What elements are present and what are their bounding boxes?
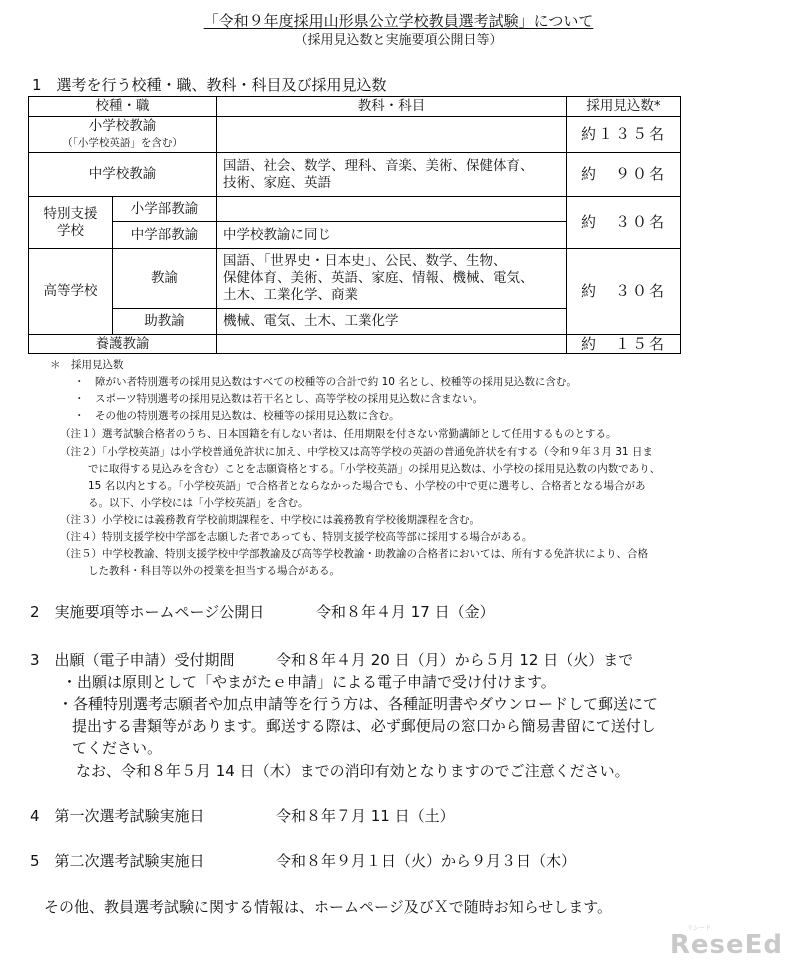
table-row-junior-high — [29, 153, 681, 197]
section3-bullet-2-line-1: ・各種特別選考志願者や加点申請等を行う方は、各種証明書やダウンロードして郵送にて — [58, 695, 659, 713]
cell-special-support-role-2: 中学部教諭 — [113, 222, 217, 249]
note-5-line-2: した教科・科目等以外の授業を担当する場合がある。 — [88, 565, 340, 577]
cell-special-support-subjects-2: 中学校教諭に同じ — [217, 222, 567, 249]
cell-special-support-count: 約 ３０名 — [567, 197, 681, 249]
cell-junior-high-subjects: 国語、社会、数学、理科、音楽、美術、保健体育、 技術、家庭、英語 — [217, 153, 567, 197]
recruitment-table — [28, 96, 681, 354]
cell-elementary-type: 小学校教諭 （「小学校英語」を含む） — [29, 117, 217, 153]
note-2-line-4: る。以下、小学校には「小学校英語」を含む。 — [88, 497, 309, 509]
section2-label: 2 実施要項等ホームページ公開日 — [30, 603, 265, 621]
cell-high-school-subjects-2: 機械、電気、土木、工業化学 — [217, 309, 567, 335]
cell-nurse-count: 約 １５名 — [567, 335, 681, 354]
table-row-high-school-1 — [29, 249, 681, 309]
header-subjects: 教科・科目 — [217, 97, 567, 117]
cell-special-support-type: 特別支援 学校 — [29, 197, 113, 249]
section5-label: 5 第二次選考試験実施日 — [30, 852, 205, 870]
cell-junior-high-type: 中学校教諭 — [29, 153, 217, 197]
note-2-line-3: 15 名以内とする。「小学校英語」で合格者とならなかった場合でも、小学校の中で更に選考し、合格者となる場合があ — [88, 480, 646, 492]
footnote-bullet-3: ・ その他の特別選考の採用見込数は、校種等の採用見込数に含む。 — [74, 410, 400, 422]
document-subtitle: （採用見込数と実施要項公開日等） — [294, 33, 503, 48]
section3-date: 令和８年４月 20 日（月）から５月 12 日（火）まで — [276, 651, 634, 669]
cell-elementary-subjects — [217, 117, 567, 153]
note-2-line-1: （注２）「小学校英語」は小学校普通免許状に加え、中学校又は高等学校の英語の普通免許状を有する（令和９年３月 31 日ま — [60, 446, 653, 458]
cell-high-school-type: 高等学校 — [29, 249, 113, 335]
cell-nurse-subjects — [217, 335, 567, 354]
table-header-row — [29, 97, 681, 117]
section3-bullet-2-line-3: てください。 — [72, 739, 163, 757]
table-row-elementary — [29, 117, 681, 153]
cell-nurse-type: 養護教諭 — [29, 335, 217, 354]
note-2-line-2: でに取得する見込みを含む）ことを志願資格とする。「小学校英語」の採用見込数は、小学校の採用見込数の内数であり、 — [88, 463, 661, 475]
table-row-special-support-1 — [29, 197, 681, 222]
note-3: （注３）小学校には義務教育学校前期課程を、中学校には義務教育学校後期課程を含む。 — [60, 514, 480, 526]
footnote-title: ＊ 採用見込数 — [50, 359, 124, 371]
note-5-line-1: （注５）中学校教諭、特別支援学校中学部教諭及び高等学校教諭・助教諭の合格者においては、所有する免許状により、合格 — [60, 548, 648, 560]
section3-bullet-2-line-2: 提出する書類等があります。郵送する際は、必ず郵便局の窓口から簡易書留にて送付し — [72, 717, 656, 735]
cell-high-school-role-1: 教諭 — [113, 249, 217, 309]
section3-bullet-1: ・出願は原則として「やまがたｅ申請」による電子申請で受け付けます。 — [62, 673, 556, 691]
header-count: 採用見込数* — [567, 97, 681, 117]
cell-elementary-count: 約１３５名 — [567, 117, 681, 153]
section5-date: 令和８年９月１日（火）から９月３日（木） — [276, 852, 577, 870]
cell-high-school-subjects-1: 国語、「世界史・日本史」、公民、数学、生物、 保健体育、美術、英語、家庭、情報、機械、電気、 土木、工業化学、商業 — [217, 249, 567, 309]
table-row-nurse — [29, 335, 681, 354]
cell-special-support-role-1: 小学部教諭 — [113, 197, 217, 222]
watermark-logo: ReseEd — [669, 930, 783, 960]
cell-junior-high-count: 約 ９０名 — [567, 153, 681, 197]
cell-high-school-role-2: 助教諭 — [113, 309, 217, 335]
section2-date: 令和８年４月 17 日（金） — [316, 603, 495, 621]
cell-special-support-subjects-1 — [217, 197, 567, 222]
note-1: （注１）選考試験合格者のうち、日本国籍を有しない者は、任用期限を付さない常勤講師として任用するものとする。 — [60, 428, 617, 440]
footnote-bullet-2: ・ スポーツ特別選考の採用見込数は若干名とし、高等学校の採用見込数に含まない。 — [74, 393, 484, 405]
cell-high-school-count: 約 ３０名 — [567, 249, 681, 335]
section3-label: 3 出願（電子申請）受付期間 — [30, 651, 235, 669]
header-school-type: 校種・職 — [29, 97, 217, 117]
section1-heading: 1 選考を行う校種・職、教科・科目及び採用見込数 — [32, 76, 387, 94]
document-title: 「令和９年度採用山形県公立学校教員選考試験」について — [203, 12, 594, 30]
section4-label: 4 第一次選考試験実施日 — [30, 807, 205, 825]
closing-text: その他、教員選考試験に関する情報は、ホームページ及びＸで随時お知らせします。 — [44, 898, 613, 916]
section4-date: 令和８年７月 11 日（土） — [276, 807, 455, 825]
note-4: （注４）特別支援学校中学部を志願した者であっても、特別支援学校高等部に採用する場合がある。 — [60, 531, 533, 543]
section3-bullet-2-line-4: なお、令和８年５月 14 日（木）までの消印有効となりますのでご注意ください。 — [76, 762, 630, 780]
footnote-bullet-1: ・ 障がい者特別選考の採用見込数はすべての校種等の合計で約 10 名とし、校種等の採用見込数に含む。 — [74, 376, 577, 388]
watermark-ruby: リシード — [686, 925, 711, 932]
